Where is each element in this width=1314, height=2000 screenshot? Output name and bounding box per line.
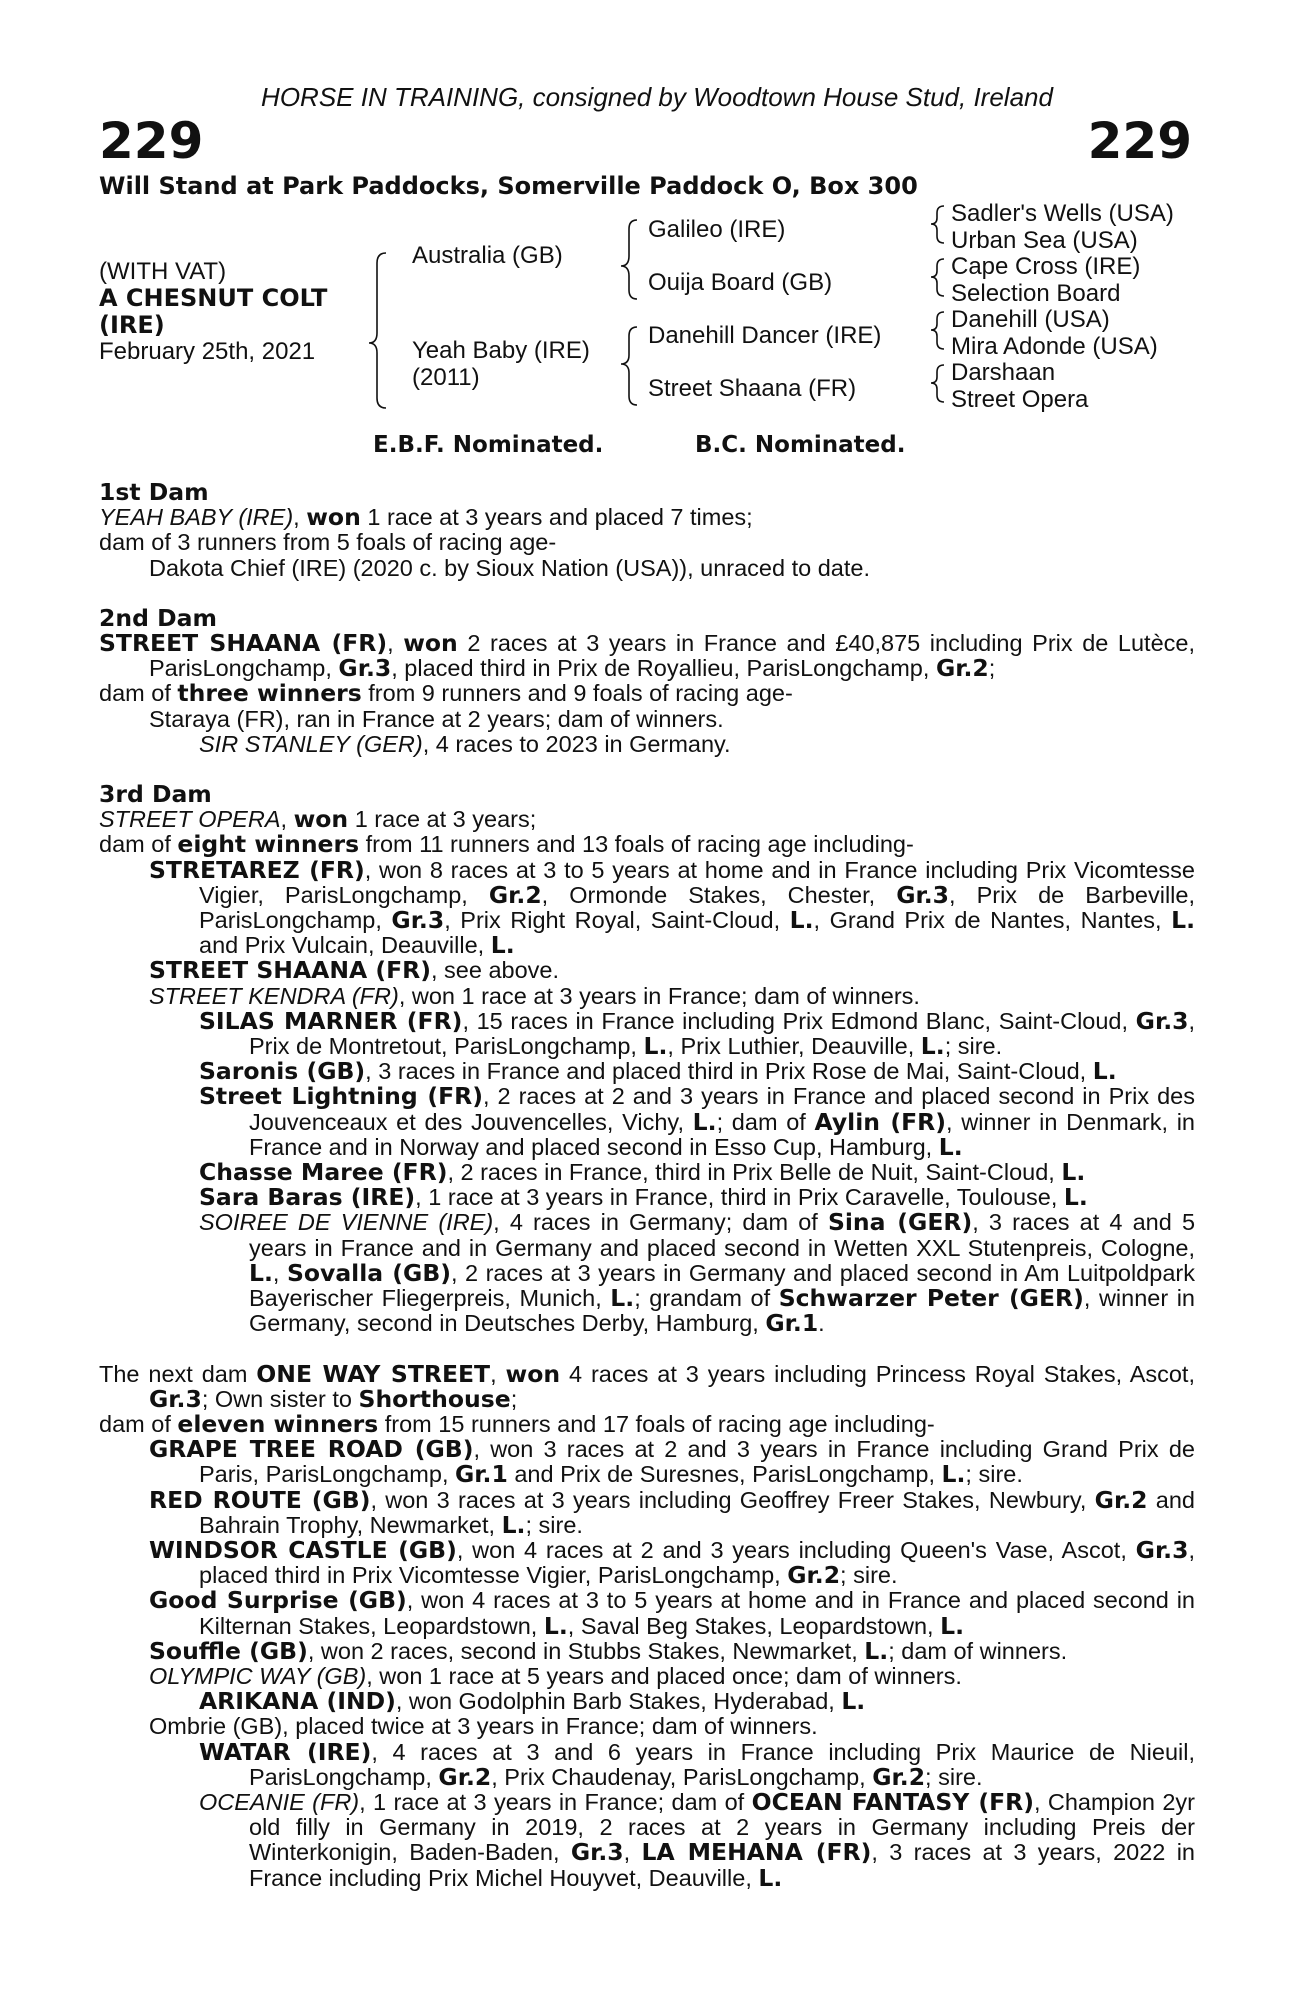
second-dam-heading: 2nd Dam <box>99 603 217 632</box>
first-dam-line: YEAH BABY (IRE), won 1 race at 3 years and placed 7 times; <box>99 503 753 532</box>
foaling-date: February 25th, 2021 <box>99 338 316 365</box>
ancestor-5: Danehill (USA) <box>951 306 1110 333</box>
horse-name: A CHESNUT COLT <box>99 284 328 312</box>
ancestor-2: Urban Sea (USA) <box>951 227 1138 254</box>
first-dam-heading: 1st Dam <box>99 478 209 506</box>
consignment-header: HORSE IN TRAINING, consigned by Woodtown House Stud, Ireland <box>261 82 1053 112</box>
lot-number-left: 229 <box>99 112 204 170</box>
sire: Australia (GB) <box>412 242 563 269</box>
ancestor-8: Street Opera <box>951 386 1089 413</box>
stand-location: Will Stand at Park Paddocks, Somerville Paddock O, Box 300 <box>99 172 918 200</box>
dam-year: (2011) <box>412 364 480 391</box>
produce-entry: Dakota Chief (IRE) (2020 c. by Sioux Nation (USA)), unraced to date. <box>149 554 870 581</box>
ancestor-1: Sadler's Wells (USA) <box>951 200 1174 227</box>
dam-history: 1st Dam YEAH BABY (IRE), won 1 race at 3 years and placed 7 times; dam of 3 runners from 5 foals of racing age- Dakota Chief (IRE) (2020 c. by Sioux Nation (USA)), unraced to date. 2nd Dam STREET SHAANA (FR), won 2 races at 3 years in France and £40,875 including Prix de Lutèce, ParisLongchamp, Gr.3, placed third in Prix de Royallieu, ParisLongchamp, Gr.2; dam of three winners from 9 runners and 9 foals of racing age- Staraya (FR), ran in France at 2 years; dam of winners. SIR STANLEY (GER), 4 races to 2023 in Germany. 3rd Dam STREET OPERA, won 1 race at 3 years; dam of eight winners from 11 runners and 13 foals of racing age including- STRETAREZ (FR), won 8 races at 3 to 5 years at home and in France including Prix Vicomtesse Vigier, ParisLongchamp, Gr.2, Ormonde Stakes, Chester, Gr.3, Prix de Barbeville, ParisLongchamp, Gr.3, Prix Right Royal, Saint-Cloud, L., Grand Prix de Nantes, Nantes, L. and Prix Vulcain, Deauville, L. STREET SHAANA (FR), see above. STREET KENDRA (FR), won 1 race at 3 years in France; dam of winners. SILAS MARNER (FR), 15 races in France including Prix Edmond Blanc, Saint-Cloud, Gr.3, Prix de Montretout, ParisLongchamp, L., Prix Luthier, Deauville, L.; sire. Saronis (GB), 3 races in France and placed third in Prix Rose de Mai, Saint-Cloud, L. Street Lightning (FR), 2 races at 2 and 3 years in France and placed second in Prix des Jouvenceaux et des Jouvencelles, Vichy, L.; dam of Aylin (FR), winner in Denmark, in France and in Norway and placed second in Esso Cup, Hamburg, L. Chasse Maree (FR), 2 races in France, third in Prix Belle de Nuit, Saint-Cloud, L. Sara Baras (IRE), 1 race at 3 years in France, third in Prix Caravelle, Toulouse, L. SOIREE DE VIENNE (IRE), 4 races in Germany; dam of Sina (GER), 3 races at 4 and 5 years in France and in Germany and placed second in Wetten XXL Stutenpreis, Cologne, L., Sovalla (GB), 2 races at 3 years in Germany and placed second in Am Luitpoldpark Bayerischer Fliegerpreis, Munich, L.; grandam of Schwarzer Peter (GER), winner in Germany, second in Deutsches Derby, Hamburg, Gr.1. The next dam ONE WAY STREET, won 4 races at 3 years including Princess Royal Stakes, Ascot, Gr.3; Own sister to Shorthouse; dam of eleven winners from 15 runners and 17 foals of racing age including- GRAPE TREE ROAD (GB), won 3 races at 2 and 3 years in France including Grand Prix de Paris, ParisLongchamp, Gr.1 and Prix de Suresnes, ParisLongchamp, L.; sire. RED ROUTE (GB), won 3 races at 3 years including Geoffrey Freer Stakes, Newbury, Gr.2 and Bahrain Trophy, Newmarket, L.; sire. WINDSOR CASTLE (GB), won 4 races at 2 and 3 years including Queen's Vase, Ascot, Gr.3, placed third in Prix Vicomtesse Vigier, ParisLongchamp, Gr.2; sire. Good Surprise (GB), won 4 races at 3 to 5 years at home and in France and placed second in Kilternan Stakes, Leopardstown, L., Saval Beg Stakes, Leopardstown, L. Souffle (GB), won 2 races, second in Stubbs Stakes, Newmarket, L.; dam of winners. OLYMPIC WAY (GB), won 1 race at 5 years and placed once; dam of winners. ARIKANA (IND), won Godolphin Barb Stakes, Hyderabad, L. Ombrie (GB), placed twice at 3 years in France; dam of winners. WATAR (IRE), 4 races at 3 and 6 years in France including Prix Maurice de Nieuil, ParisLongchamp, Gr.2, Prix Chaudenay, ParisLongchamp, Gr.2; sire. OCEANIE (FR), 1 race at 3 years in France; dam of OCEAN FANTASY (FR), Champion 2yr old filly in Germany in 2019, 2 races at 2 years in Germany including Preis der Winterkonigin, Baden-Baden, Gr.3, LA MEHANA (FR), 3 races at 3 years, 2022 in France including Prix Michel Houyvet, Deauville, L. <box>99 478 1196 1892</box>
ancestor-3: Cape Cross (IRE) <box>951 253 1141 280</box>
lot-number-right: 229 <box>1087 112 1192 170</box>
dam-sire: Danehill Dancer (IRE) <box>648 322 882 349</box>
third-dam-line: STREET OPERA, won 1 race at 3 years; <box>99 805 537 834</box>
ebf-nomination: E.B.F. Nominated. <box>373 432 604 458</box>
sire-sire: Galileo (IRE) <box>648 216 786 243</box>
ancestor-4: Selection Board <box>951 280 1121 307</box>
dam: Yeah Baby (IRE) <box>412 337 590 364</box>
vat-note: (WITH VAT) <box>99 258 227 285</box>
horse-country: (IRE) <box>99 311 165 339</box>
next-dam-line: The next dam ONE WAY STREET, won 4 races at 3 years including Princess Royal Stakes, Ascot, Gr.3; Own sister to Shorthouse; <box>99 1359 1195 1413</box>
second-dam-line: STREET SHAANA (FR), won 2 races at 3 years in France and £40,875 including Prix de Lutèce, ParisLongchamp, Gr.3, placed third in Prix de Royallieu, ParisLongchamp, Gr.2; <box>99 629 1195 683</box>
ancestor-6: Mira Adonde (USA) <box>951 333 1158 360</box>
dam-dam: Street Shaana (FR) <box>648 375 857 402</box>
ancestor-7: Darshaan <box>951 359 1056 386</box>
sire-dam: Ouija Board (GB) <box>648 269 833 296</box>
bc-nomination: B.C. Nominated. <box>695 432 906 458</box>
third-dam-heading: 3rd Dam <box>99 780 212 809</box>
